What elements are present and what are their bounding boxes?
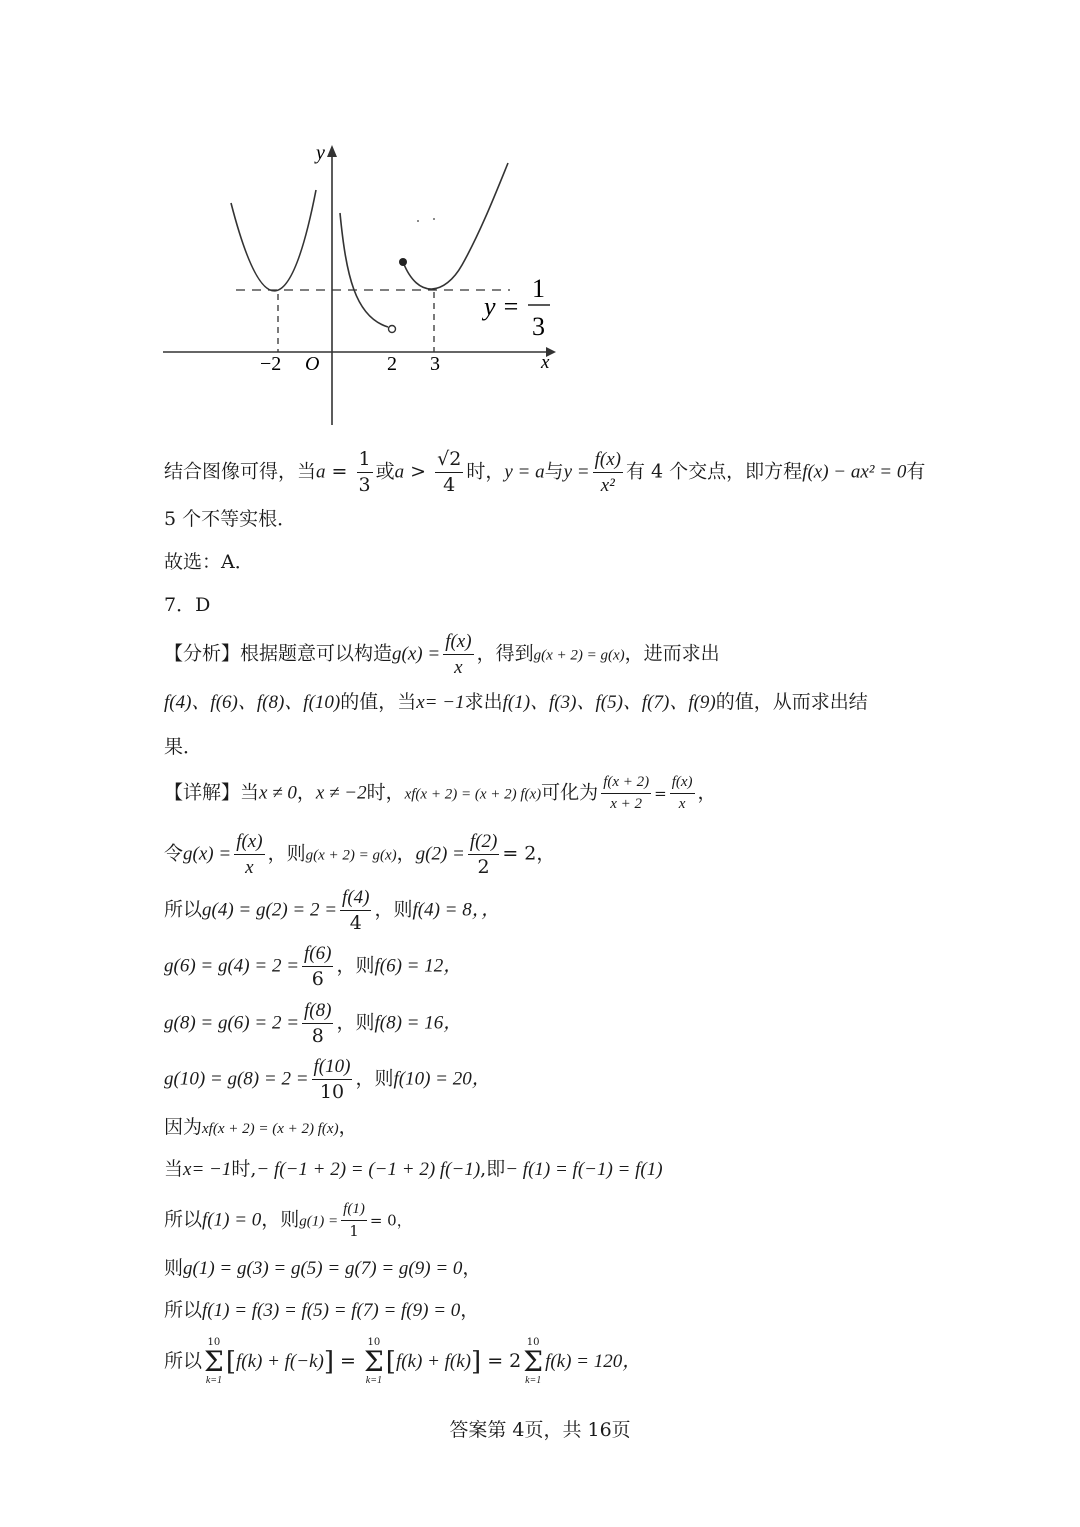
y-axis-arrow	[327, 145, 337, 157]
question-number: 7．D	[164, 594, 211, 616]
text-line-2: 5 个不等实根．	[164, 508, 297, 530]
detail-line-6: g(10) = g(8) = 2 = $\frac{f(10)}{10}$ ，则f(10) = 20，	[164, 1056, 491, 1103]
detail-line-2: 令g(x) = $\frac{f(x)}{x}$ ，则g(x + 2) = g(x)，g(2) = $\frac{f(2)}{2}$ = 2，	[164, 831, 556, 878]
detail-line-10: 则g(1) = g(3) = g(5) = g(7) = g(9) = 0，	[164, 1257, 482, 1279]
tick-label-neg2: −2	[260, 353, 282, 375]
x-axis-label: x	[541, 352, 550, 373]
y-axis-label: y	[316, 142, 325, 164]
sum-symbol-1: 10 Σ k=1	[204, 1337, 224, 1386]
detail-line-9: 所以f(1) = 0，则g(1) = $\frac{f(1)}{1}$ = 0，	[164, 1201, 412, 1240]
analysis-line-1: 【分析】根据题意可以构造g(x) = $\frac{f(x)}{x}$ ，得到g(x + 2) = g(x)，进而求出	[164, 631, 720, 678]
text-line-1: 结合图像可得，当a = $\frac{1}{3}$ 或a > $\frac{√2}{4}$ 时，y = a与y = $\frac{f(x)}{\text{x²}}$ 有 4 个交点，即方程f(x) − ax² = 0有	[164, 448, 926, 496]
origin-label: O	[305, 353, 320, 375]
text-line-3: 故选：A．	[164, 551, 254, 573]
line-label-num: 1	[532, 274, 545, 303]
analysis-line-3: 果．	[164, 736, 203, 758]
curve-left-parabola	[231, 190, 316, 291]
detail-line-5: g(8) = g(6) = 2 = $\frac{f(8)}{8}$ ，则f(8) = 16，	[164, 1000, 463, 1047]
curve-middle-decreasing	[340, 213, 388, 327]
detail-line-7: 因为xf(x + 2) = (x + 2) f(x)，	[164, 1116, 358, 1138]
page-footer: 答案第 4页，共 16页	[449, 1419, 631, 1441]
detail-line-4: g(6) = g(4) = 2 = $\frac{f(6)}{6}$ ，则f(6) = 12，	[164, 943, 463, 990]
line-label-lhs: y =	[484, 292, 520, 321]
detail-line-1: 【详解】当x ≠ 0，x ≠ −2时，xf(x + 2) = (x + 2) f(x)可化为 $\frac{f(x + 2)}{x + 2}$ = $\frac{f(x)}{x}$ ，	[164, 774, 717, 812]
sum-symbol-3: 10 Σ k=1	[523, 1337, 544, 1386]
line-label-den: 3	[532, 312, 545, 341]
closed-point	[399, 258, 407, 266]
detail-line-12: 所以 10 Σ k=1 [f(k) + f(−k)] = 10 Σ k=1 [f(k) + f(k)] = 2 10 Σ k=1 f(k) = 120，	[164, 1337, 642, 1386]
open-point-at-2	[389, 326, 396, 333]
function-graph	[150, 135, 570, 435]
analysis-line-2: f(4)、f(6)、f(8)、f(10)的值，当x= −1求出f(1)、f(3)、f(5)、f(7)、f(9)的值，从而求出结	[164, 691, 868, 713]
tick-label-3: 3	[430, 353, 440, 375]
curve-right	[403, 163, 508, 289]
detail-line-8: 当x= −1时,− f(−1 + 2) = (−1 + 2) f(−1),即− f(1) = f(−1) = f(1)	[164, 1158, 663, 1180]
tick-label-2: 2	[387, 353, 397, 375]
detail-line-3: 所以g(4) = g(2) = 2 = $\frac{f(4)}{4}$ ，则f(4) = 8，，	[164, 887, 501, 934]
sum-symbol-2: 10 Σ k=1	[364, 1337, 384, 1386]
detail-line-11: 所以f(1) = f(3) = f(5) = f(7) = f(9) = 0，	[164, 1299, 480, 1321]
